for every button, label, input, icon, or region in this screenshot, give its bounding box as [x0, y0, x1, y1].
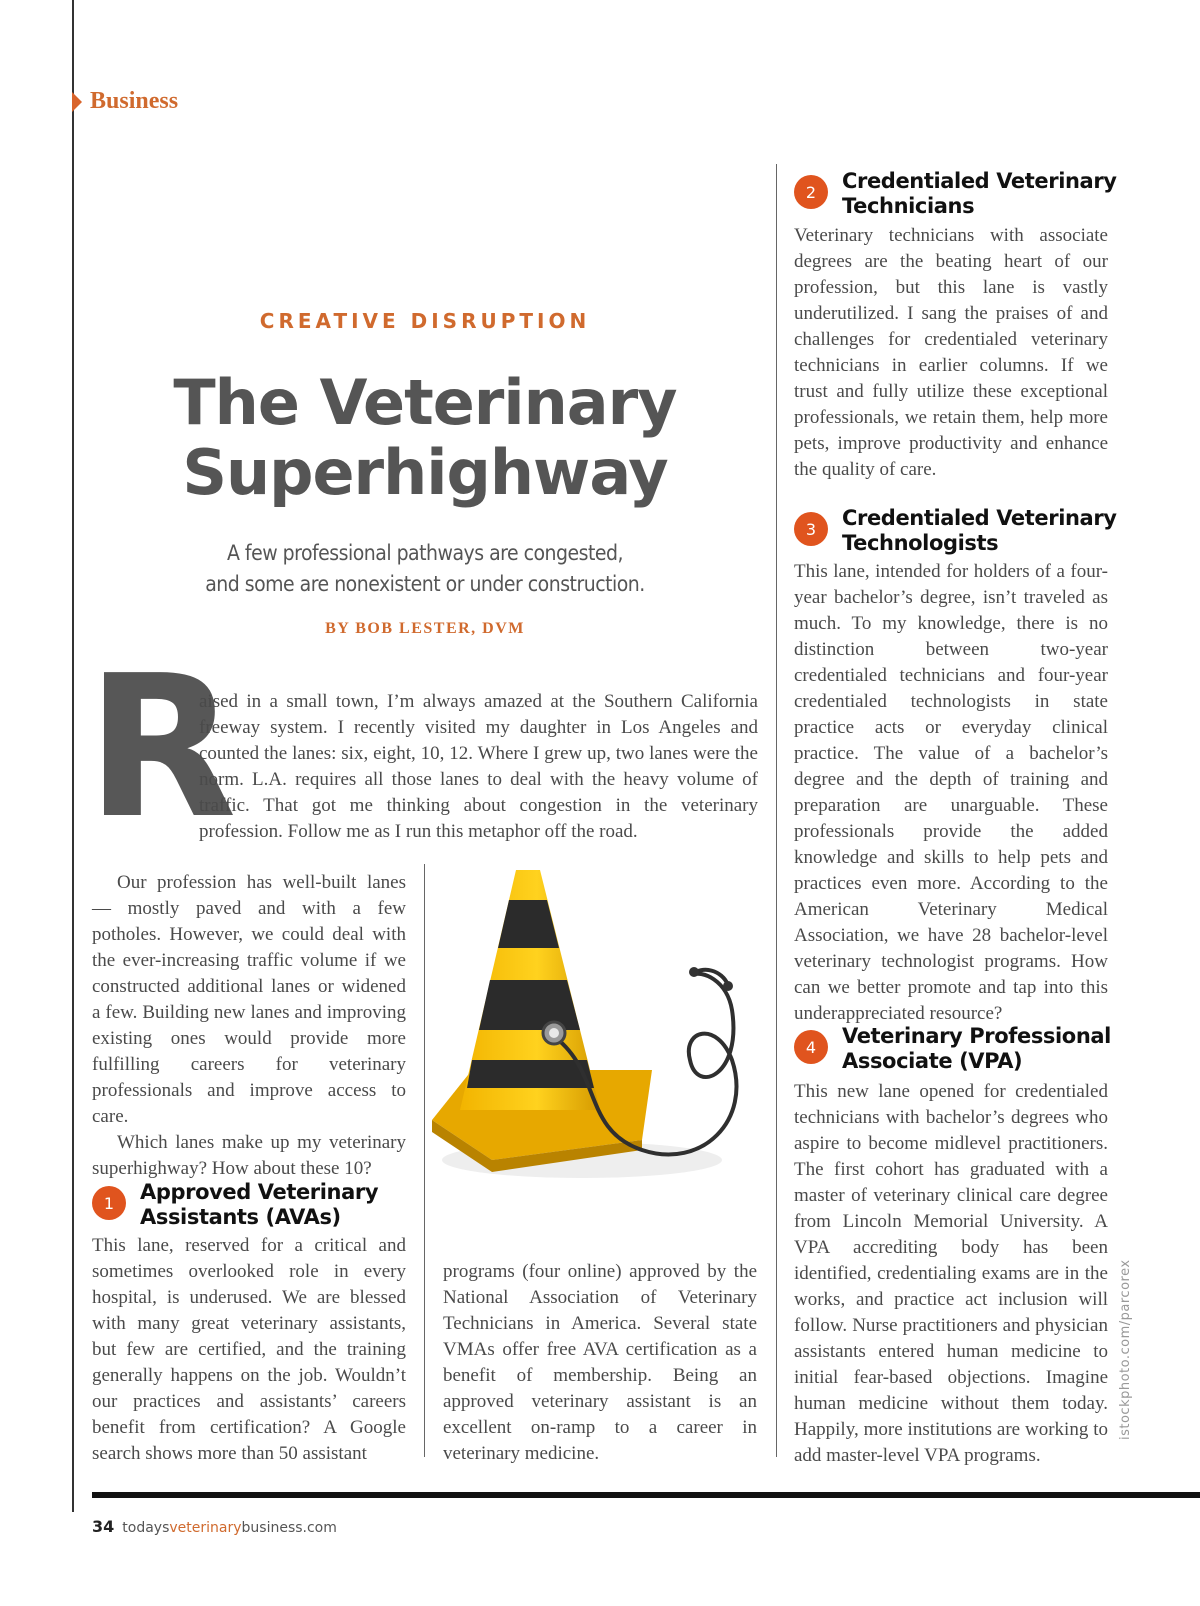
lane-title-line: Technicians	[842, 194, 975, 218]
page-number: 34	[92, 1517, 115, 1536]
number-badge: 4	[794, 1030, 828, 1064]
lane-title-line: Approved Veterinary	[140, 1180, 379, 1204]
column-divider	[424, 864, 425, 1457]
lane-title	[140, 1180, 378, 1230]
lane-2-text: Veterinary technicians with associate degrees are the beating heart of our profession, but this lane is vastly underutilized. I sang the praises of and challenges for credentialed veterinary technicians in earlier columns. If we trust and fully utilize these exceptional professionals, we retain them, help more pets, improve productivity and enhance the quality of care.	[794, 225, 1108, 480]
lane-1-text-b: programs (four online) approved by the National Association of Veterinary Technicians in America. Several state VMAs offer free AVA certification as a benefit of membership. Being an approved veterinary assistant is an excellent on-ramp to a career in veterinary medicine.	[443, 1261, 757, 1464]
lane-4-text: This new lane opened for credentialed technicians with bachelor’s degrees who aspire to become midlevel practitioners. The first cohort has graduated with a master of veterinary clinical care degree from Lincoln Memorial University. A VPA accrediting body has been identified, credentialing exams are in the works, and practice act inclusion will follow. Nurse practitioners and physician assistants entered human medicine to initial fear-based objections. Imagine human medicine without them today. Happily, more institutions are working to add master-level VPA programs.	[794, 1081, 1108, 1466]
footer-rule	[92, 1492, 1200, 1498]
site-part: business.com	[241, 1520, 337, 1536]
title-line-2: Superhighway	[182, 436, 668, 509]
deck-line-1: A few professional pathways are congested,	[227, 541, 623, 565]
lane-title	[842, 1024, 1111, 1074]
site-part: todays	[122, 1520, 170, 1536]
intro-paragraph: aised in a small town, I’m always amazed at the Southern California freeway system. I recently visited my daughter in Los Angeles and counted the lanes: six, eight, 10, 12. Where I grew up, two lanes were the norm. L.A. requires all those lanes to deal with the heavy volume of traffic. That got me thinking about congestion in the veterinary profession. Follow me as I run this metaphor off the road.	[199, 691, 758, 842]
lane-3-text: This lane, intended for holders of a four-year bachelor’s degree, isn’t traveled as much. To my knowledge, there is no distinction between two-year credentialed technicians and four-year credentialed technologists in state practice acts or everyday clinical practice. The value of a bachelor’s degree and the depth of training and preparation are unarguable. These professionals provide the added knowledge and skills to help pets and practices even more. According to the American Veterinary Medical Association, we have 28 bachelor-level veterinary technologist programs. How can we better promote and tap into this underappreciated resource?	[794, 561, 1108, 1024]
lane-title-line: Associate (VPA)	[842, 1049, 1023, 1073]
site-part-accent: veterinary	[169, 1520, 242, 1536]
lane-title-line: Credentialed Veterinary	[842, 506, 1117, 530]
lane-title-line: Credentialed Veterinary	[842, 169, 1117, 193]
title-line-1: The Veterinary	[173, 366, 677, 439]
lane-title	[842, 169, 1117, 219]
body-paragraph: Which lanes make up my veterinary superhighway? How about these 10?	[92, 1132, 406, 1179]
article-title	[90, 368, 760, 508]
lane-title-line: Veterinary Professional	[842, 1024, 1111, 1048]
byline: BY BOB LESTER, DVM	[325, 620, 525, 637]
number-badge: 1	[92, 1186, 126, 1220]
section-arrow-icon	[72, 92, 82, 112]
lane-heading-1	[92, 1180, 378, 1230]
page-footer	[92, 1517, 337, 1536]
lane-heading-4	[794, 1024, 1111, 1074]
lane-heading-3	[794, 506, 1117, 556]
body-paragraph: Our profession has well-built lanes — mostly paved and with a few potholes. However, we could deal with the ever-increasing traffic volume if we constructed additional lanes or widened a few. Building new lanes and improving existing ones would provide more fulfilling careers for veterinary professionals and improve access to care.	[92, 872, 406, 1127]
lane-heading-2	[794, 169, 1117, 219]
section-label: Business	[90, 88, 179, 114]
number-badge: 2	[794, 175, 828, 209]
lane-title-line: Technologists	[842, 531, 999, 555]
left-margin-rule	[72, 0, 74, 1512]
lane-1-text-a: This lane, reserved for a critical and sometimes overlooked role in every hospital, is underused. We are blessed with many great veterinary assistants, but few are certified, and the training generally happens on the job. Wouldn’t our practices and assistants’ careers benefit from certification? A Google search shows more than 50 assistant	[92, 1235, 406, 1464]
section-tag	[72, 88, 178, 115]
drop-cap: R	[86, 634, 237, 862]
lane-title	[842, 506, 1117, 556]
article-deck	[90, 538, 760, 600]
lane-title-line: Assistants (AVAs)	[140, 1205, 341, 1229]
photo-credit: istockphoto.com/parcorex	[1118, 1259, 1133, 1440]
traffic-cone-stethoscope-illustration	[432, 860, 762, 1210]
body-column-1	[92, 870, 406, 1182]
kicker: CREATIVE DISRUPTION	[259, 309, 591, 333]
number-badge: 3	[794, 512, 828, 546]
deck-line-2: and some are nonexistent or under construction.	[205, 572, 645, 596]
column-divider	[776, 164, 777, 1457]
